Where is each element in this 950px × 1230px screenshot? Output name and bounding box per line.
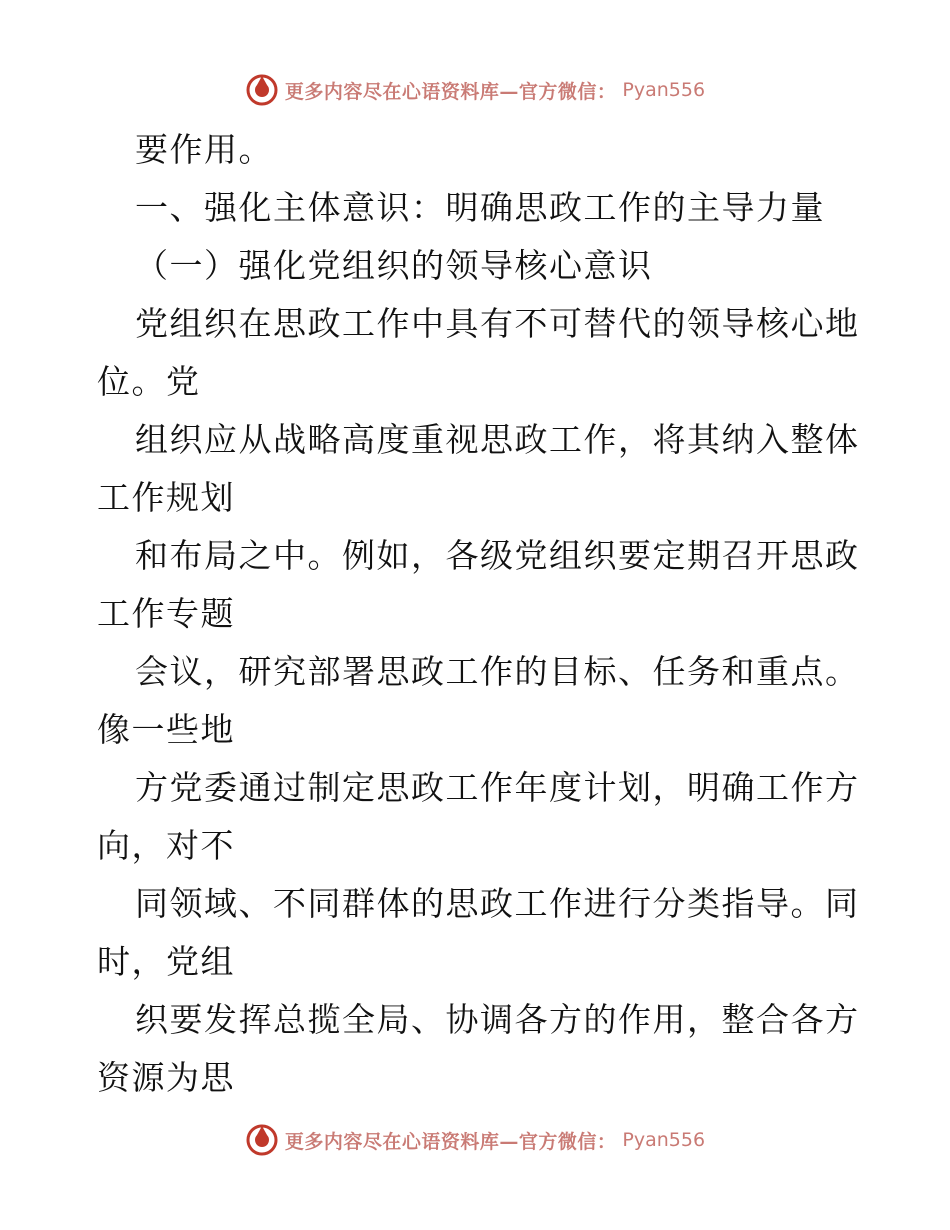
text-line: 像一些地 bbox=[97, 710, 235, 749]
watermark-wechat-id: Pyan556 bbox=[622, 79, 706, 101]
text-line: 工作规划 bbox=[97, 478, 235, 517]
header-watermark bbox=[0, 70, 950, 110]
footer-watermark bbox=[0, 1120, 950, 1160]
document-body bbox=[97, 121, 860, 1107]
text-line: 会议，研究部署思政工作的目标、任务和重点。 bbox=[135, 652, 860, 691]
text-line: 位。党 bbox=[97, 362, 201, 401]
logo-icon bbox=[245, 73, 279, 107]
text-line: 工作专题 bbox=[97, 594, 235, 633]
text-line: 同领域、不同群体的思政工作进行分类指导。同 bbox=[135, 884, 860, 923]
text-line: 要作用。 bbox=[135, 130, 273, 169]
text-line: 组织应从战略高度重视思政工作，将其纳入整体 bbox=[135, 420, 860, 459]
subsection-heading: （一）强化党组织的领导核心意识 bbox=[135, 246, 653, 285]
text-line: 向，对不 bbox=[97, 826, 235, 865]
watermark-site-text: 更多内容尽在心语资料库—官方微信： bbox=[284, 80, 617, 103]
watermark-site-text: 更多内容尽在心语资料库—官方微信： bbox=[284, 1130, 617, 1153]
text-line: 方党委通过制定思政工作年度计划，明确工作方 bbox=[135, 768, 860, 807]
text-line: 和布局之中。例如，各级党组织要定期召开思政 bbox=[135, 536, 860, 575]
logo-icon bbox=[245, 1123, 279, 1157]
text-line: 织要发挥总揽全局、协调各方的作用，整合各方 bbox=[135, 1000, 860, 1039]
text-line: 时，党组 bbox=[97, 942, 235, 981]
text-line: 党组织在思政工作中具有不可替代的领导核心地 bbox=[135, 304, 860, 343]
section-heading: 一、强化主体意识：明确思政工作的主导力量 bbox=[135, 188, 825, 227]
text-line: 资源为思 bbox=[97, 1058, 235, 1097]
watermark-wechat-id: Pyan556 bbox=[622, 1129, 706, 1151]
